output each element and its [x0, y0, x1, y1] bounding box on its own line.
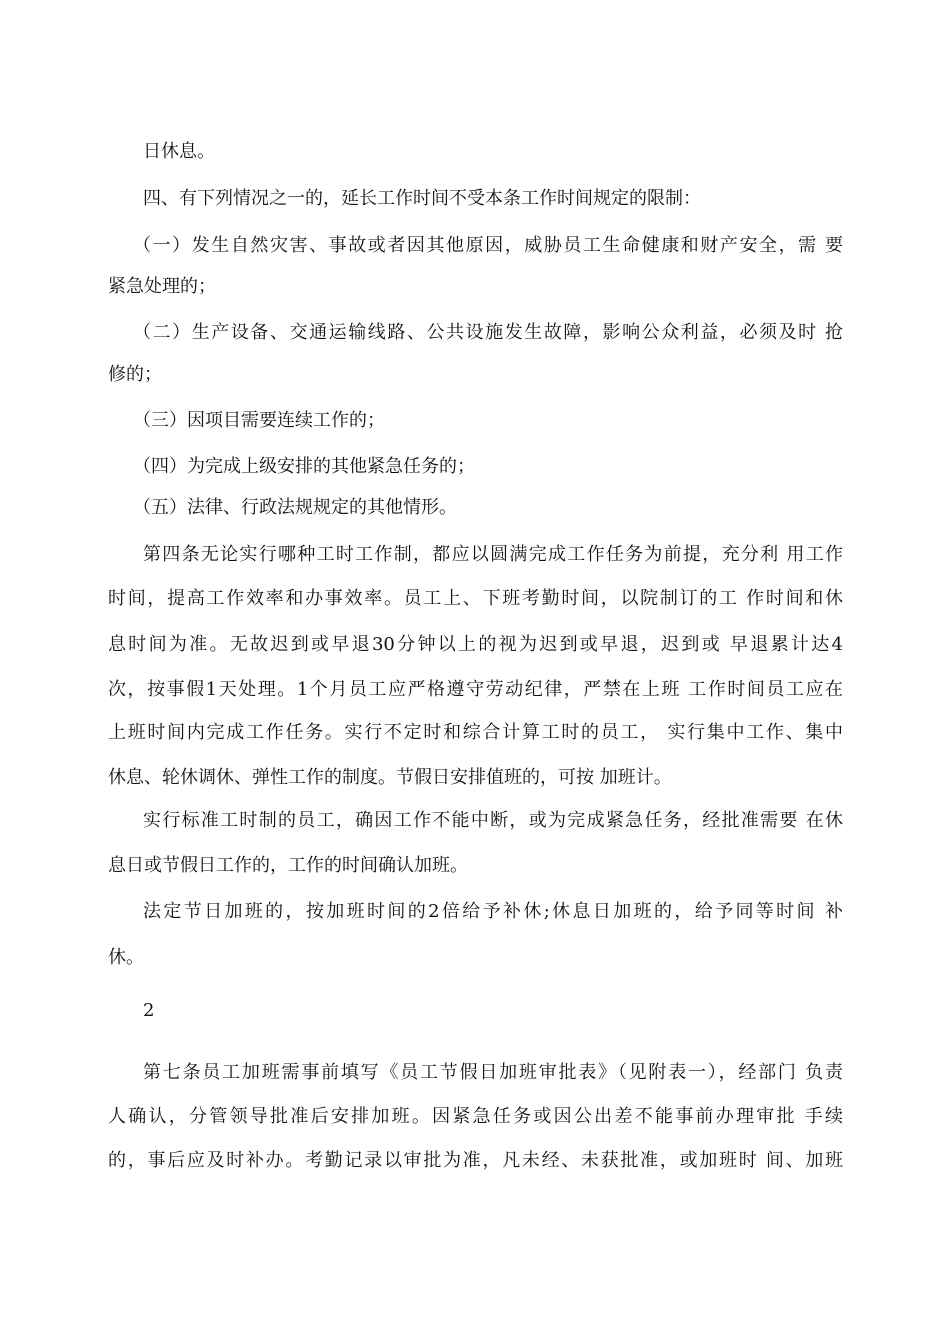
text-line: （五）法律、行政法规规定的其他情形。	[133, 497, 457, 518]
text-line: 第四条无论实行哪种工时工作制，都应以圆满完成工作任务为前提，充分利 用工作	[143, 544, 843, 565]
text-line: 紧急处理的；	[108, 276, 216, 297]
text-line: 法定节日加班的，按加班时间的2倍给予补休;休息日加班的，给予同等时间 补	[143, 901, 843, 922]
page-number: 2	[143, 1000, 155, 1021]
text-line: 休息、轮休调休、弹性工作的制度。节假日安排值班的，可按 加班计。	[108, 767, 672, 788]
text-line: （二）生产设备、交通运输线路、公共设施发生故障，影响公众利益，必须及时 抢	[133, 322, 843, 343]
text-line: 息日或节假日工作的，工作的时间确认加班。	[108, 855, 468, 876]
text-line: 息时间为准。无故迟到或早退30分钟以上的视为迟到或早退，迟到或 早退累计达4	[108, 634, 843, 655]
text-line: 修的；	[108, 364, 162, 385]
text-line: 上班时间内完成工作任务。实行不定时和综合计算工时的员工， 实行集中工作、集中	[108, 722, 843, 743]
text-line: （一）发生自然灾害、事故或者因其他原因，威胁员工生命健康和财产安全，需 要	[133, 235, 843, 256]
text-line: 四、有下列情况之一的，延长工作时间不受本条工作时间规定的限制：	[143, 188, 701, 209]
text-line: 实行标准工时制的员工，确因工作不能中断，或为完成紧急任务，经批准需要 在休	[143, 810, 843, 831]
text-line: 人确认，分管领导批准后安排加班。因紧急任务或因公出差不能事前办理审批 手续	[108, 1106, 843, 1127]
text-line: 第七条员工加班需事前填写《员工节假日加班审批表》（见附表一），经部门 负责	[143, 1062, 843, 1083]
text-line: （四）为完成上级安排的其他紧急任务的；	[133, 456, 475, 477]
text-line: 日休息。	[143, 141, 215, 162]
text-line: 的，事后应及时补办。考勤记录以审批为准，凡未经、未获批准，或加班时 间、加班	[108, 1150, 843, 1171]
text-line: 休。	[108, 947, 144, 968]
text-line: （三）因项目需要连续工作的；	[133, 410, 385, 431]
text-line: 次，按事假1天处理。1个月员工应严格遵守劳动纪律，严禁在上班 工作时间员工应在	[108, 679, 843, 700]
text-line: 时间，提高工作效率和办事效率。员工上、下班考勤时间，以院制订的工 作时间和休	[108, 588, 843, 609]
